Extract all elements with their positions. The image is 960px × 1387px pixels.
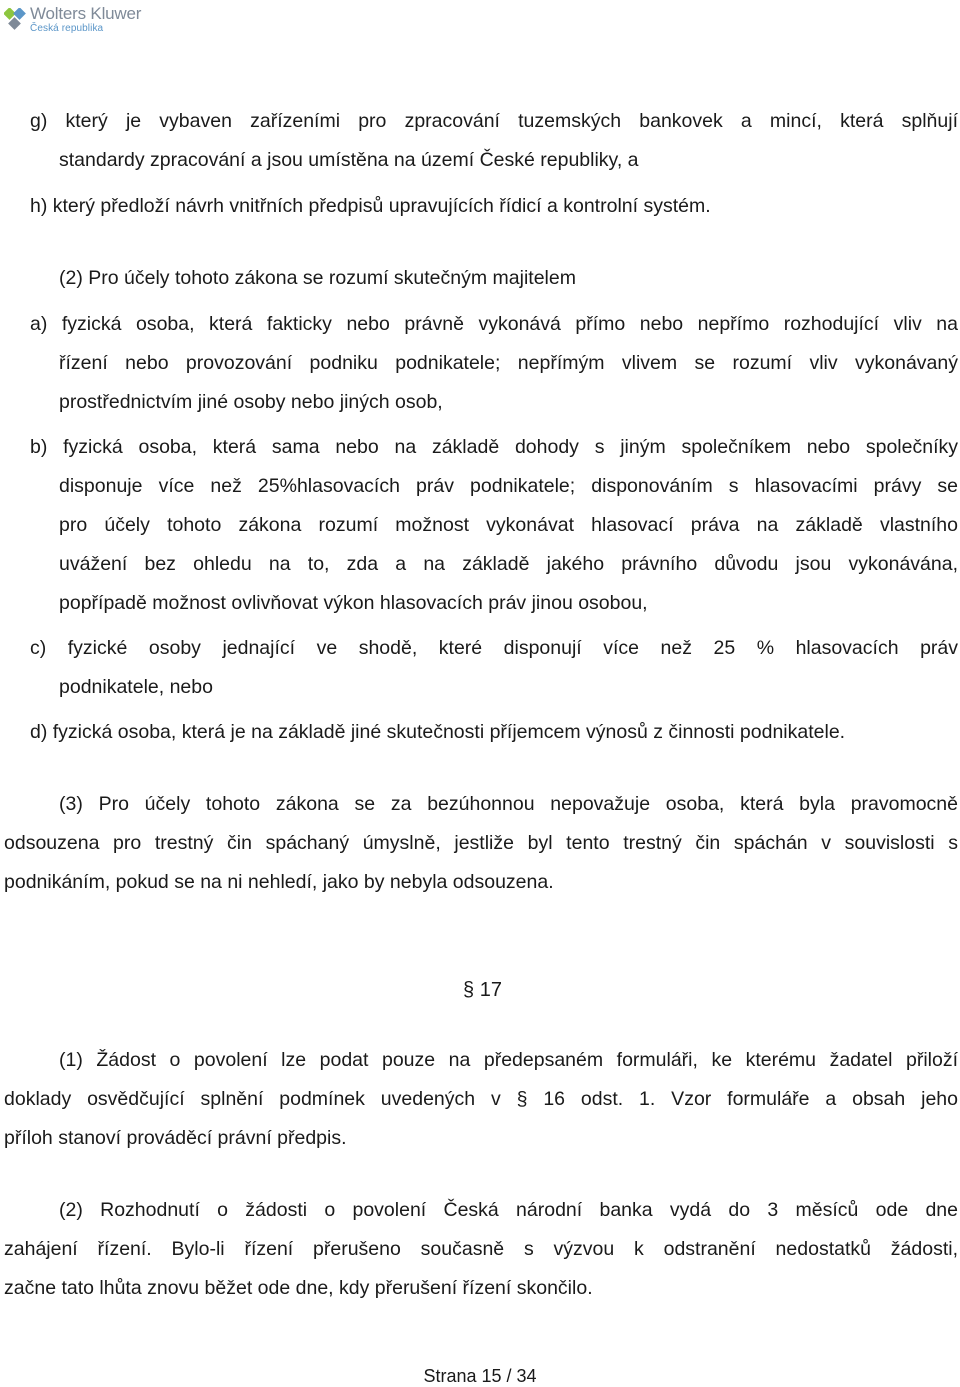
paragraph-3-line-1: (3) Pro účely tohoto zákona se za bezúhonnou nepovažuje osoba, která byla pravomocně	[59, 793, 958, 815]
s17-paragraph-1-line-2: doklady osvědčující splnění podmínek uvedených v § 16 odst. 1. Vzor formuláře a obsah jeho	[4, 1088, 958, 1110]
wolters-kluwer-logo-icon	[4, 8, 26, 30]
item-h-line-1: h) který předloží návrh vnitřních předpisů upravujících řídicí a kontrolní systém.	[30, 195, 711, 217]
paragraph-2-intro: (2) Pro účely tohoto zákona se rozumí skutečným majitelem	[59, 267, 576, 289]
item-d-line-1: d) fyzická osoba, která je na základě jiné skutečnosti příjemcem výnosů z činnosti podnikatele.	[30, 721, 846, 743]
s17-paragraph-2-line-2: zahájení řízení. Bylo-li řízení přerušeno současně s výzvou k odstranění nedostatků žádosti,	[4, 1238, 958, 1260]
s17-paragraph-1-line-3: příloh stanoví prováděcí právní předpis.	[4, 1127, 347, 1149]
item-g-line-2: standardy zpracování a jsou umístěna na území České republiky, a	[59, 149, 639, 171]
page-number: Strana 15 / 34	[423, 1366, 537, 1386]
publisher-logo	[4, 3, 141, 35]
item-b-line-2: disponuje více než 25%hlasovacích práv podnikatele; disponováním s hlasovacími právy se	[59, 475, 958, 497]
paragraph-3-line-2: odsouzena pro trestný čin spáchaný úmyslně, jestliže byl tento trestný čin spáchán v souvislosti s	[4, 832, 958, 854]
item-b-line-5: popřípadě možnost ovlivňovat výkon hlasovacích práv jinou osobou,	[59, 592, 648, 614]
s17-paragraph-2-line-1: (2) Rozhodnutí o žádosti o povolení Česká národní banka vydá do 3 měsíců ode dne	[59, 1199, 958, 1221]
paragraph-3-line-3: podnikáním, pokud se na ni nehledí, jako by nebyla odsouzena.	[4, 871, 554, 893]
logo-name: Wolters Kluwer	[30, 3, 142, 23]
s17-paragraph-2-line-3: začne tato lhůta znovu běžet ode dne, kdy přerušení řízení skončilo.	[4, 1277, 593, 1299]
item-a-line-3: prostřednictvím jiné osoby nebo jiných osob,	[59, 391, 443, 413]
section-heading: § 17	[463, 979, 502, 1001]
item-a-line-2: řízení nebo provozování podniku podnikatele; nepřímým vlivem se rozumí vliv vykonávaný	[59, 352, 958, 374]
s17-paragraph-1-line-1: (1) Žádost o povolení lze podat pouze na předepsaném formuláři, ke kterému žadatel přiloží	[59, 1049, 958, 1071]
item-a-line-1: a) fyzická osoba, která fakticky nebo právně vykonává přímo nebo nepřímo rozhodující vliv na	[30, 313, 958, 335]
item-g-line-1: g) který je vybaven zařízeními pro zpracování tuzemských bankovek a mincí, která splňují	[30, 110, 958, 132]
logo-subtitle: Česká republika	[30, 22, 104, 34]
item-c-line-2: podnikatele, nebo	[59, 676, 213, 698]
item-b-line-3: pro účely tohoto zákona rozumí možnost vykonávat hlasovací práva na základě vlastního	[59, 514, 958, 536]
item-c-line-1: c) fyzické osoby jednající ve shodě, které disponují více než 25 % hlasovacích práv	[30, 637, 958, 659]
item-b-line-4: uvážení bez ohledu na to, zda a na základě jakého právního důvodu jsou vykonávána,	[59, 553, 958, 575]
item-b-line-1: b) fyzická osoba, která sama nebo na základě dohody s jiným společníkem nebo společníky	[30, 436, 958, 458]
